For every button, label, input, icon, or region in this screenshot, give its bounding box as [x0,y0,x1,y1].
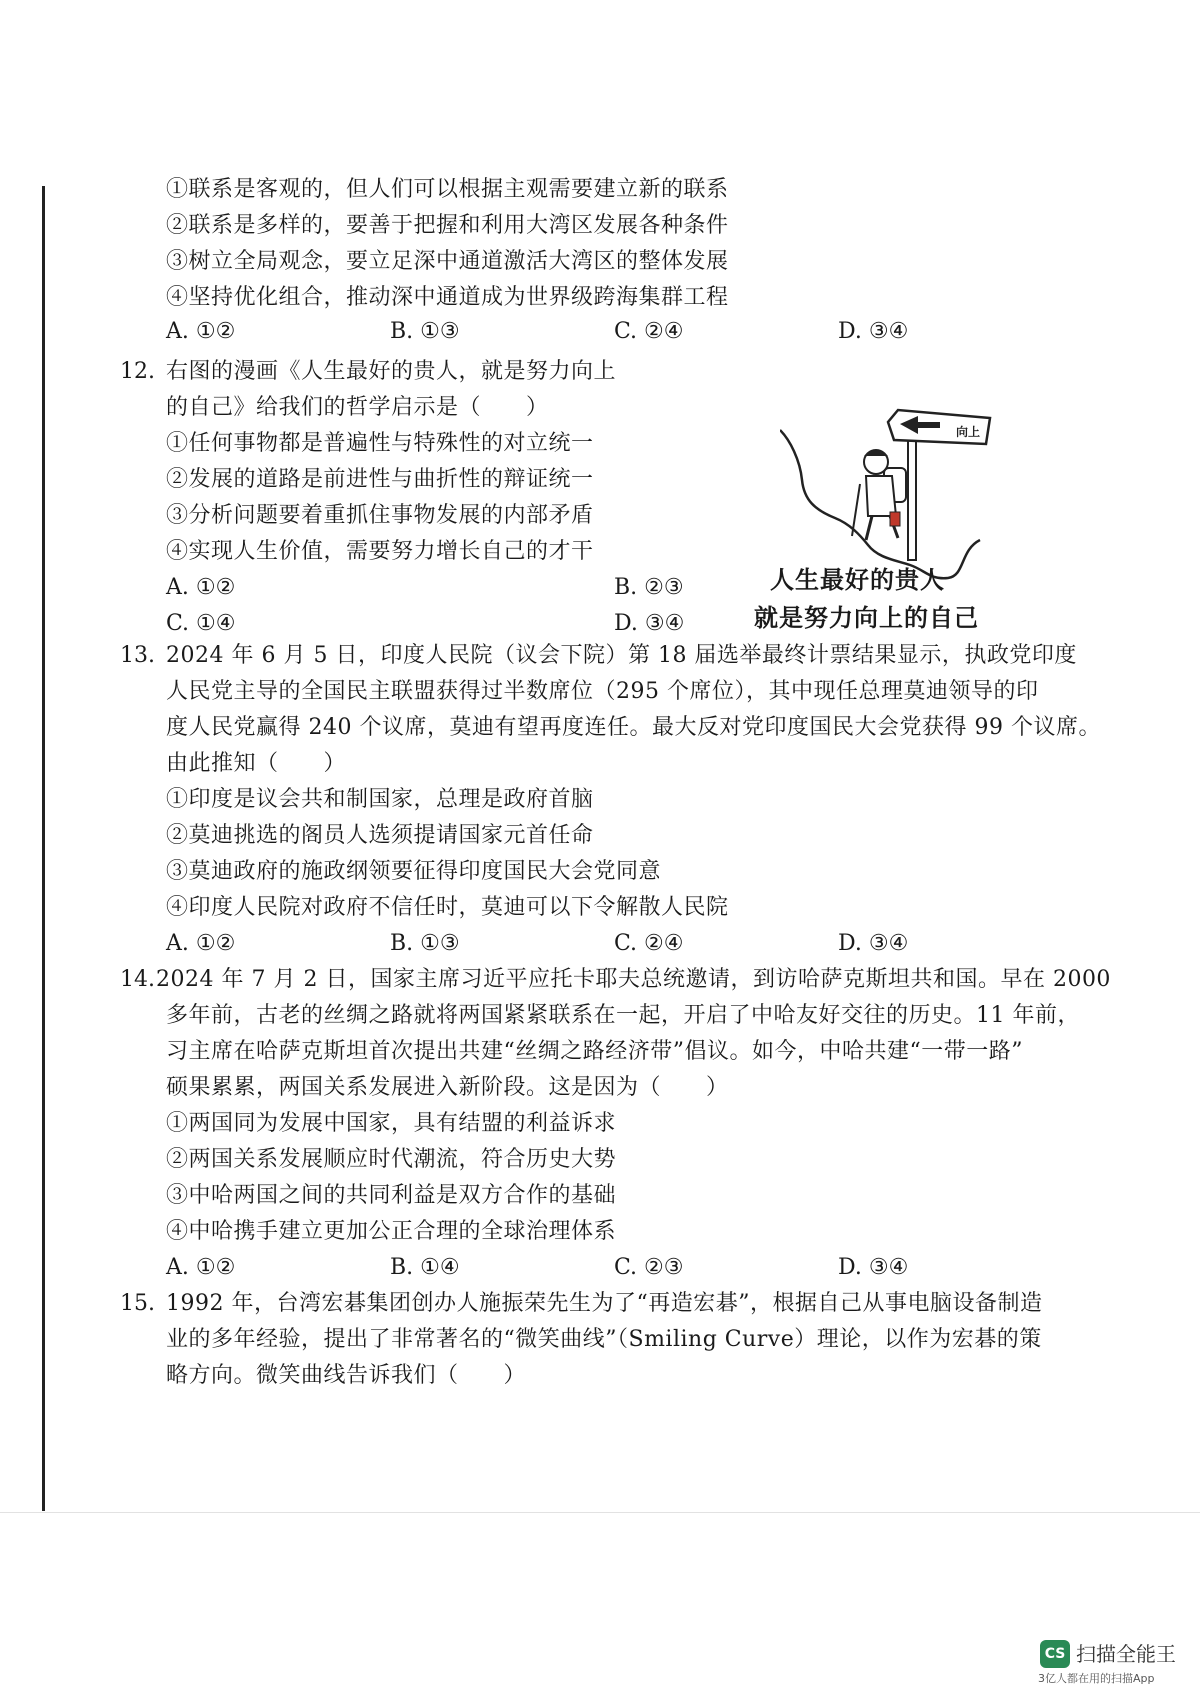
q12-stem-1: 右图的漫画《人生最好的贵人，就是努力向上 [166,359,617,384]
q14-stem-3: 习主席在哈萨克斯坦首次提出共建“丝绸之路经济带”倡议。如今，中哈共建“一带一路” [166,1039,1023,1064]
q14-stem-4: 硕果累累，两国关系发展进入新阶段。这是因为（ ） [166,1075,729,1100]
q15-stem-3: 略方向。微笑曲线告诉我们（ ） [166,1363,527,1388]
q13-option-b: B. ①③ [390,931,460,956]
q12-statement-2: ②发展的道路是前进性与曲折性的辩证统一 [166,467,594,492]
page-bottom-rule [0,1512,1200,1513]
q12-statement-3: ③分析问题要着重抓住事物发展的内部矛盾 [166,503,594,528]
q14-option-c: C. ②③ [614,1255,684,1280]
q12-statement-4: ④实现人生价值，需要努力增长自己的才干 [166,539,594,564]
q14-option-d: D. ③④ [838,1255,909,1280]
q12-option-c: C. ①④ [166,611,236,636]
q13-number: 13. [120,643,155,668]
q11-option-a: A. ①② [166,319,236,344]
q13-statement-4: ④印度人民院对政府不信任时，莫迪可以下令解散人民院 [166,895,729,920]
cartoon-sign-text: 向上 [956,425,981,439]
scanner-logo-icon: CS [1040,1640,1070,1668]
margin-rule [42,186,45,1511]
q14-number: 14. [120,967,155,992]
q13-stem-2: 人民党主导的全国民主联盟获得过半数席位（295 个席位），其中现任总理莫迪领导的印 [166,679,1039,704]
q11-statement-2: ②联系是多样的，要善于把握和利用大湾区发展各种条件 [166,213,729,238]
q12-statement-1: ①任何事物都是普遍性与特殊性的对立统一 [166,431,594,456]
q11-option-c: C. ②④ [614,319,684,344]
q13-stem-4: 由此推知（ ） [166,751,347,776]
q12-option-b: B. ②③ [614,575,684,600]
q12-option-a: A. ①② [166,575,236,600]
q12-option-d: D. ③④ [614,611,685,636]
q14-statement-2: ②两国关系发展顺应时代潮流，符合历史大势 [166,1147,617,1172]
q13-statement-3: ③莫迪政府的施政纲领要征得印度国民大会党同意 [166,859,662,884]
q11-option-d: D. ③④ [838,319,909,344]
q12-stem-2: 的自己》给我们的哲学启示是（ ） [166,395,549,420]
q13-statement-1: ①印度是议会共和制国家，总理是政府首脑 [166,787,594,812]
q11-statement-4: ④坚持优化组合，推动深中通道成为世界级跨海集群工程 [166,285,729,310]
cartoon-caption-2: 就是努力向上的自己 [754,604,979,632]
q13-stem-1: 2024 年 6 月 5 日，印度人民院（议会下院）第 18 届选举最终计票结果显示，执政党印度 [166,643,1077,668]
q15-stem-2: 业的多年经验，提出了非常著名的“微笑曲线”（Smiling Curve）理论，以作为宏碁的策 [166,1327,1042,1352]
q13-stem-3: 度人民党赢得 240 个议席，莫迪有望再度连任。最大反对党印度国民大会党获得 99 个议席。 [166,715,1101,740]
q14-stem-2: 多年前，古老的丝绸之路就将两国紧紧联系在一起，开启了中哈友好交往的历史。11 年前， [166,1003,1080,1028]
q12-number: 12. [120,359,155,384]
q13-option-d: D. ③④ [838,931,909,956]
q11-statement-1: ①联系是客观的，但人们可以根据主观需要建立新的联系 [166,177,729,202]
q13-statement-2: ②莫迪挑选的阁员人选须提请国家元首任命 [166,823,594,848]
q14-statement-1: ①两国同为发展中国家，具有结盟的利益诉求 [166,1111,617,1136]
q11-statement-3: ③树立全局观念，要立足深中通道激活大湾区的整体发展 [166,249,729,274]
q13-option-c: C. ②④ [614,931,684,956]
q14-option-b: B. ①④ [390,1255,460,1280]
q14-option-a: A. ①② [166,1255,236,1280]
scanner-app-tagline: 3亿人都在用的扫描App [1038,1672,1155,1685]
q14-statement-3: ③中哈两国之间的共同利益是双方合作的基础 [166,1183,617,1208]
q11-option-b: B. ①③ [390,319,460,344]
scanner-app-name: 扫描全能王 [1076,1642,1176,1666]
cartoon-caption-1: 人生最好的贵人 [770,566,945,594]
q14-stem-1: 2024 年 7 月 2 日，国家主席习近平应托卡耶夫总统邀请，到访哈萨克斯坦共和国。早在 2000 [156,967,1111,992]
q13-option-a: A. ①② [166,931,236,956]
q15-number: 15. [120,1291,155,1316]
q14-statement-4: ④中哈携手建立更加公正合理的全球治理体系 [166,1219,617,1244]
q15-stem-1: 1992 年，台湾宏碁集团创办人施振荣先生为了“再造宏碁”，根据自己从事电脑设备制造 [166,1291,1043,1316]
